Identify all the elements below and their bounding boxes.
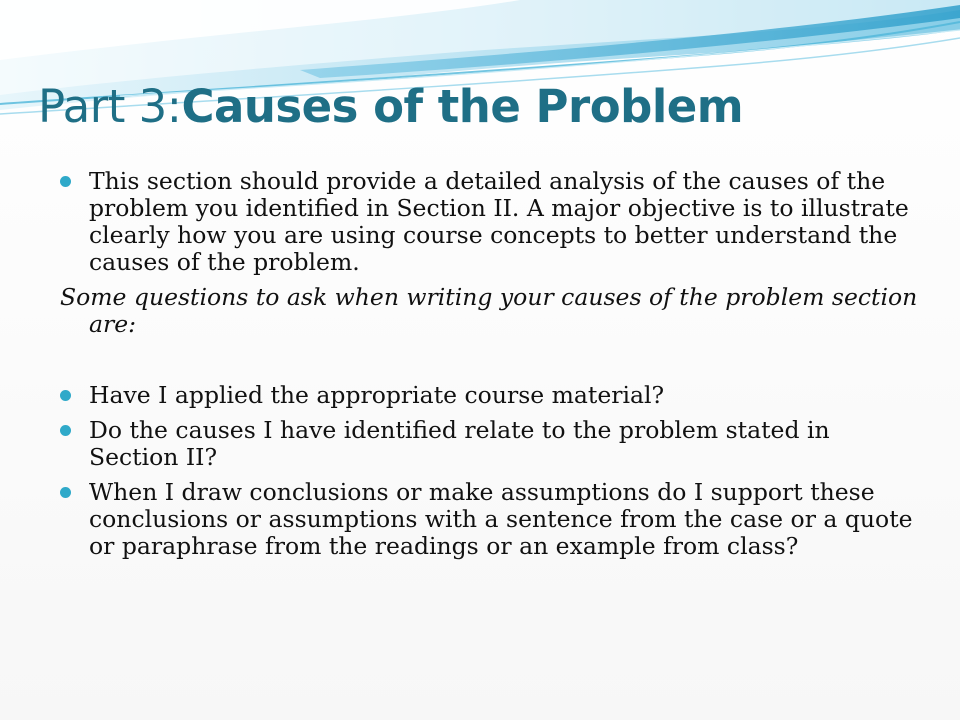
question-bullet-1: Have I applied the appropriate course material?	[60, 382, 920, 409]
slide-title	[38, 80, 743, 133]
slide-body	[60, 168, 920, 568]
question-bullet-3: When I draw conclusions or make assumptions do I support these conclusions or assumptions with a sentence from the case or a quote or paraphrase from the readings or an example from class?	[60, 479, 920, 560]
question-bullet-2: Do the causes I have identified relate to the problem stated in Section II?	[60, 417, 920, 471]
questions-prompt: Some questions to ask when writing your causes of the problem section are:	[60, 283, 918, 338]
title-main: Causes of the Problem	[181, 80, 744, 133]
intro-bullet: This section should provide a detailed analysis of the causes of the problem you identified in Section II. A major objective is to illustrate clearly how you are using course concepts to better understand the causes of the problem.	[60, 168, 920, 276]
title-prefix: Part 3:	[38, 80, 182, 133]
spacer	[60, 346, 920, 382]
